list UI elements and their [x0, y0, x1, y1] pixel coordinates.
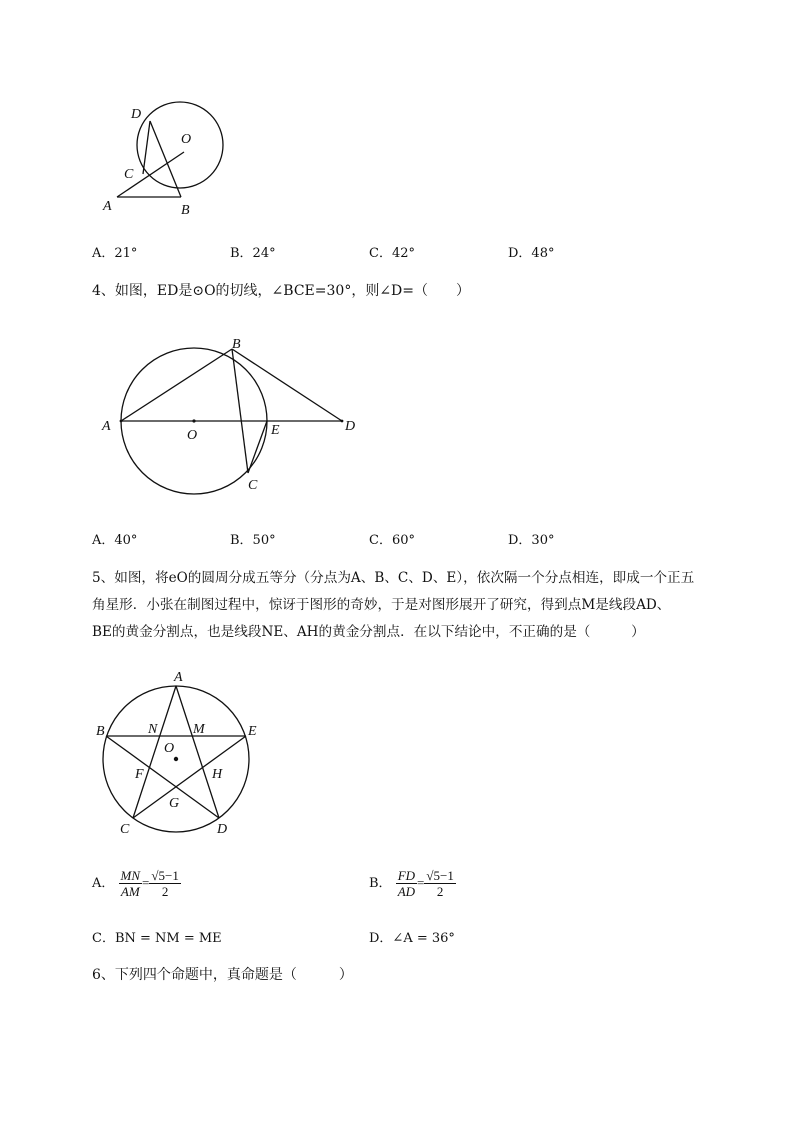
q5-option-b: [369, 868, 456, 899]
q5-stem-line1: 5、如图，将eO的圆周分成五等分（分点为A、B、C、D、E），依次隔一个分点相连，即成一个正五: [92, 570, 695, 586]
label-A: A: [102, 419, 111, 434]
label-A: A: [174, 670, 183, 685]
label-O: O: [187, 428, 198, 443]
label-C: C: [248, 478, 258, 493]
q4-stem: 4、如图，ED是⊙O的切线，∠BCE=30°，则∠D=（ ）: [92, 283, 470, 299]
label-A: A: [103, 199, 112, 214]
label-C: C: [120, 822, 130, 837]
q5-option-c: C．BN = NM = ME: [92, 931, 222, 946]
q3-option-a: A．21°: [92, 246, 138, 261]
label-F: F: [135, 767, 144, 782]
fraction-mn-am: [119, 868, 143, 899]
q4-option-d: D．30°: [508, 533, 555, 548]
q3-option-d: D．48°: [508, 246, 555, 261]
figure-circle-diameter: [95, 330, 365, 500]
equals-sign: =: [417, 875, 425, 890]
figure-pentagram: [90, 662, 270, 842]
fraction-golden: [424, 868, 455, 899]
q5-stem-line2: 角星形．小张在制图过程中，惊讶于图形的奇妙，于是对图形展开了研究，得到点M是线段AD、: [92, 597, 671, 613]
q5-stem-line3: BE的黄金分割点，也是线段NE、AH的黄金分割点．在以下结论中，不正确的是（ ）: [92, 624, 645, 640]
label-H: H: [212, 767, 223, 782]
denominator: AD: [397, 884, 416, 899]
label-D: D: [217, 822, 228, 837]
label-E: E: [248, 724, 257, 739]
numerator: MN: [120, 868, 141, 883]
q3-option-c: C．42°: [369, 246, 415, 261]
q6-stem: 6、下列四个命题中，真命题是（ ）: [92, 967, 353, 983]
label-E: E: [271, 423, 280, 438]
q5-option-d: D．∠A = 36°: [369, 931, 455, 946]
option-prefix: B．: [369, 876, 392, 891]
fraction-fd-ad: [396, 868, 417, 899]
label-G: G: [169, 796, 180, 811]
label-C: C: [124, 167, 134, 182]
figure-circle-tangent: [95, 95, 235, 225]
denominator: AM: [120, 884, 140, 899]
label-M: M: [193, 722, 205, 737]
label-N: N: [148, 722, 158, 737]
label-D: D: [345, 419, 356, 434]
label-B: B: [96, 724, 105, 739]
label-D: D: [131, 107, 142, 122]
label-B: B: [181, 203, 190, 218]
numerator: FD: [397, 868, 416, 883]
q3-option-b: B．24°: [230, 246, 276, 261]
numerator: √5−1: [151, 868, 179, 883]
label-O: O: [164, 741, 175, 756]
fraction-golden: [149, 868, 180, 899]
q4-option-c: C．60°: [369, 533, 415, 548]
q4-option-b: B．50°: [230, 533, 276, 548]
equals-sign: =: [142, 875, 150, 890]
option-prefix: A．: [92, 876, 115, 891]
denominator: 2: [436, 884, 444, 899]
numerator: √5−1: [426, 868, 454, 883]
label-O: O: [181, 132, 192, 147]
label-B: B: [232, 337, 241, 352]
denominator: 2: [161, 884, 169, 899]
q4-option-a: A．40°: [92, 533, 138, 548]
q5-option-a: [92, 868, 181, 899]
